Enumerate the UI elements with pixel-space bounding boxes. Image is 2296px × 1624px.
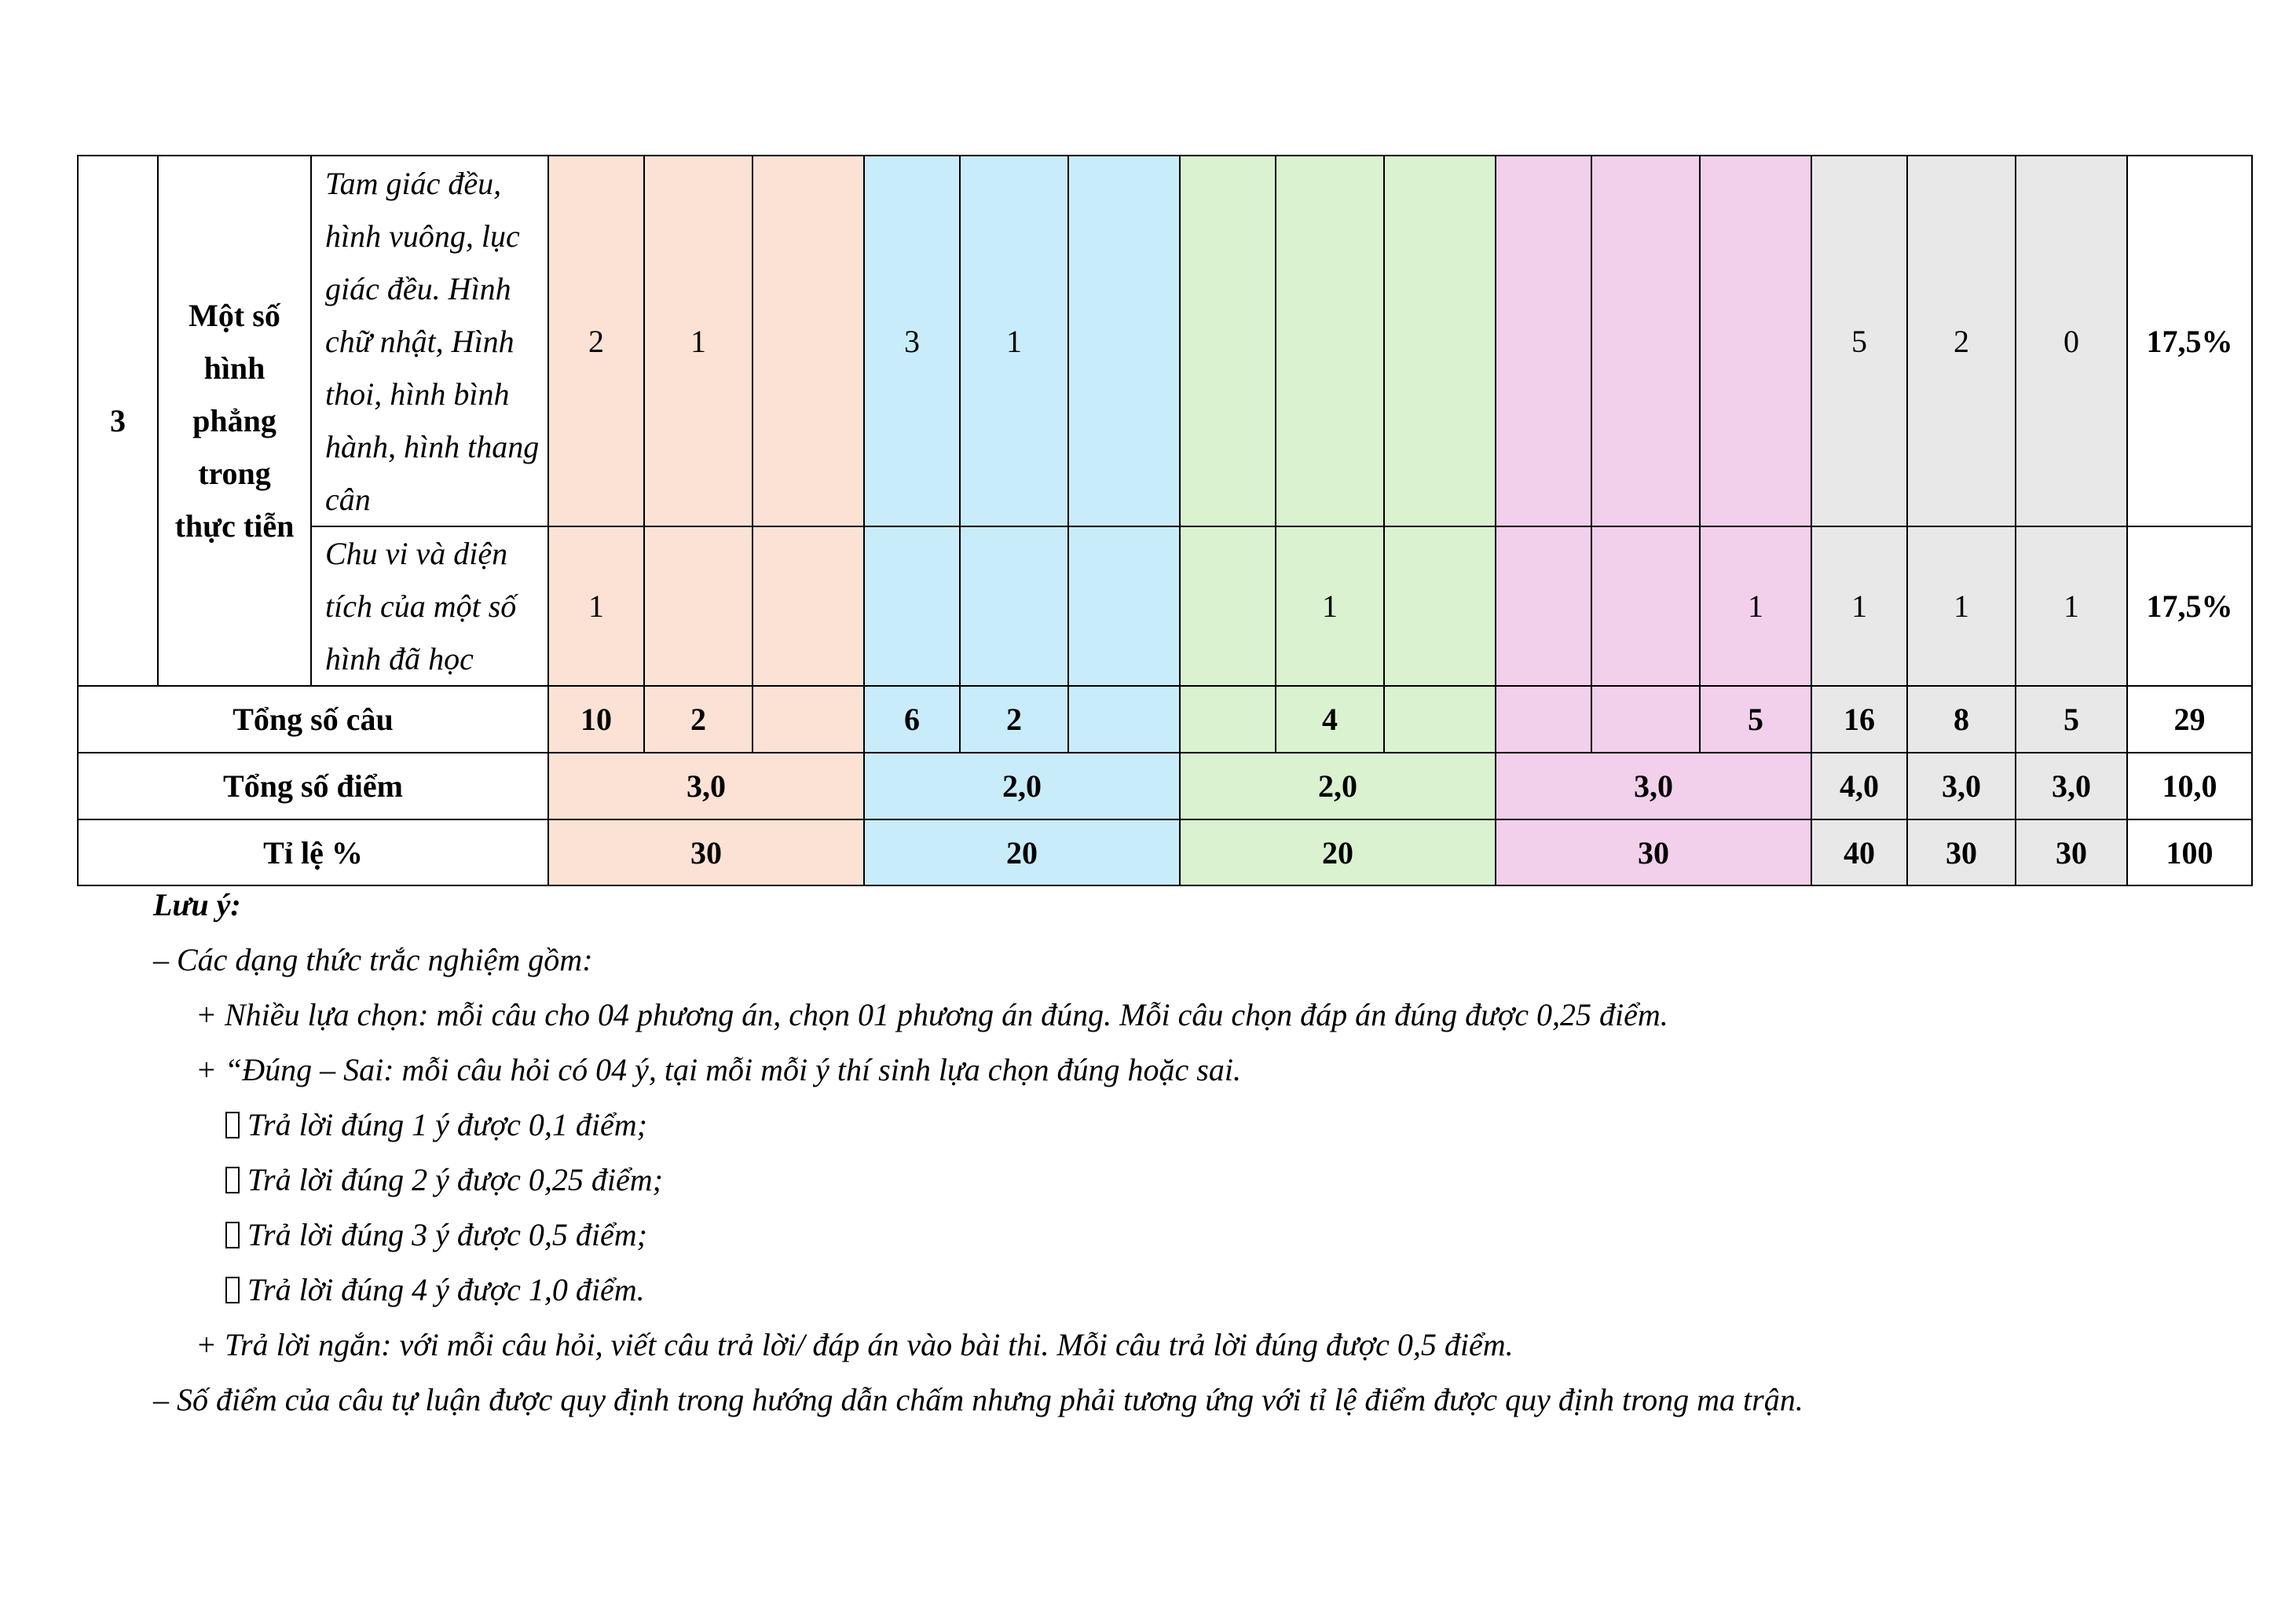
table-cell bbox=[644, 526, 753, 686]
table-cell: 2 bbox=[548, 156, 644, 526]
group-cell: 30 bbox=[548, 819, 864, 885]
row-label: Tổng số điểm bbox=[78, 753, 548, 819]
total-cell: 10,0 bbox=[2127, 753, 2252, 819]
summary-cell: 30 bbox=[2016, 819, 2127, 885]
row-label: Tổng số câu bbox=[78, 686, 548, 753]
table-cell bbox=[1384, 526, 1496, 686]
table-cell: 8 bbox=[1907, 686, 2016, 753]
group-cell: 3,0 bbox=[548, 753, 864, 819]
table-cell bbox=[1496, 686, 1591, 753]
table-cell bbox=[1068, 526, 1180, 686]
note-sub-item bbox=[153, 1208, 2235, 1263]
percent-cell: 17,5% bbox=[2127, 156, 2252, 526]
note-line: Trả lời đúng 2 ý được 0,25 điểm; bbox=[247, 1162, 663, 1197]
table-cell: 5 bbox=[2016, 686, 2127, 753]
table-cell bbox=[1180, 526, 1276, 686]
note-sub-item bbox=[153, 1098, 2235, 1153]
summary-cell: 4,0 bbox=[1811, 753, 1907, 819]
note-sub-item bbox=[153, 1153, 2235, 1208]
summary-cell: 3,0 bbox=[2016, 753, 2127, 819]
total-points-row bbox=[78, 753, 2252, 819]
table-cell bbox=[753, 156, 864, 526]
percent-cell: 17,5% bbox=[2127, 526, 2252, 686]
table-cell: 2 bbox=[644, 686, 753, 753]
table-cell bbox=[1384, 686, 1496, 753]
assessment-matrix-table bbox=[77, 155, 2253, 886]
table-cell: 0 bbox=[2016, 156, 2127, 526]
table-cell bbox=[1591, 156, 1700, 526]
table-cell bbox=[1276, 156, 1384, 526]
table-cell: 10 bbox=[548, 686, 644, 753]
table-cell: 2 bbox=[960, 686, 1068, 753]
notes-section bbox=[153, 878, 2235, 1428]
table-cell: 2 bbox=[1907, 156, 2016, 526]
lesson-cell: Tam giác đều, hình vuông, lục giác đều. Hình chữ nhật, Hình thoi, hình bình hành, hình thang cân bbox=[311, 156, 548, 526]
total-cell: 29 bbox=[2127, 686, 2252, 753]
note-line: + Trả lời ngắn: với mỗi câu hỏi, viết câu trả lời/ đáp án vào bài thi. Mỗi câu trả lời đúng được 0,5 điểm. bbox=[196, 1327, 1514, 1362]
note-line: Trả lời đúng 4 ý được 1,0 điểm. bbox=[247, 1272, 645, 1307]
bullet-icon bbox=[225, 1167, 240, 1193]
table-cell bbox=[1384, 156, 1496, 526]
table-cell bbox=[960, 526, 1068, 686]
note-line: + “Đúng – Sai: mỗi câu hỏi có 04 ý, tại mỗi mỗi ý thí sinh lựa chọn đúng hoặc sai. bbox=[196, 1052, 1241, 1087]
table-cell: 1 bbox=[1811, 526, 1907, 686]
table-cell: 1 bbox=[2016, 526, 2127, 686]
note-line: Trả lời đúng 3 ý được 0,5 điểm; bbox=[247, 1217, 647, 1252]
group-cell: 20 bbox=[864, 819, 1180, 885]
summary-cell: 30 bbox=[1907, 819, 2016, 885]
summary-cell: 3,0 bbox=[1907, 753, 2016, 819]
table-cell bbox=[1700, 156, 1811, 526]
summary-cell: 40 bbox=[1811, 819, 1907, 885]
table-cell: 5 bbox=[1700, 686, 1811, 753]
table-cell: 1 bbox=[1700, 526, 1811, 686]
table-row bbox=[78, 156, 2252, 526]
table-cell: 1 bbox=[548, 526, 644, 686]
note-line: – Số điểm của câu tự luận được quy định trong hướng dẫn chấm nhưng phải tương ứng với tỉ lệ điểm được quy định trong ma trận. bbox=[153, 1382, 1803, 1417]
table-cell bbox=[1496, 526, 1591, 686]
table-cell bbox=[753, 526, 864, 686]
table-cell bbox=[1591, 526, 1700, 686]
table-cell bbox=[1180, 156, 1276, 526]
note-line: Trả lời đúng 1 ý được 0,1 điểm; bbox=[247, 1107, 647, 1142]
bullet-icon bbox=[225, 1112, 240, 1138]
lesson-cell: Chu vi và diện tích của một số hình đã học bbox=[311, 526, 548, 686]
table-cell: 1 bbox=[960, 156, 1068, 526]
table-cell bbox=[1068, 686, 1180, 753]
table-cell bbox=[753, 686, 864, 753]
note-line: + Nhiều lựa chọn: mỗi câu cho 04 phương án, chọn 01 phương án đúng. Mỗi câu chọn đáp án đúng được 0,25 điểm. bbox=[196, 997, 1668, 1032]
table-cell bbox=[1068, 156, 1180, 526]
table-cell: 1 bbox=[644, 156, 753, 526]
table-cell bbox=[1180, 686, 1276, 753]
ratio-row bbox=[78, 819, 2252, 885]
table-cell: 1 bbox=[1276, 526, 1384, 686]
group-cell: 3,0 bbox=[1496, 753, 1811, 819]
group-cell: 20 bbox=[1180, 819, 1496, 885]
table-cell: 4 bbox=[1276, 686, 1384, 753]
notes-title: Lưu ý: bbox=[153, 887, 241, 922]
total-questions-row bbox=[78, 686, 2252, 753]
table-cell bbox=[1496, 156, 1591, 526]
table-cell: 16 bbox=[1811, 686, 1907, 753]
table-cell bbox=[864, 526, 960, 686]
group-cell: 2,0 bbox=[1180, 753, 1496, 819]
stt-cell: 3 bbox=[78, 156, 158, 686]
table-cell: 3 bbox=[864, 156, 960, 526]
group-cell: 30 bbox=[1496, 819, 1811, 885]
topic-cell: Một số hình phẳng trong thực tiễn bbox=[158, 156, 311, 686]
table-row bbox=[78, 526, 2252, 686]
bullet-icon bbox=[225, 1222, 240, 1248]
row-label: Tỉ lệ % bbox=[78, 819, 548, 885]
bullet-icon bbox=[225, 1277, 240, 1303]
table-cell bbox=[1591, 686, 1700, 753]
table-cell: 1 bbox=[1907, 526, 2016, 686]
note-sub-item bbox=[153, 1263, 2235, 1318]
table-cell: 6 bbox=[864, 686, 960, 753]
table-cell: 5 bbox=[1811, 156, 1907, 526]
group-cell: 2,0 bbox=[864, 753, 1180, 819]
total-cell: 100 bbox=[2127, 819, 2252, 885]
note-line: – Các dạng thức trắc nghiệm gồm: bbox=[153, 942, 593, 977]
